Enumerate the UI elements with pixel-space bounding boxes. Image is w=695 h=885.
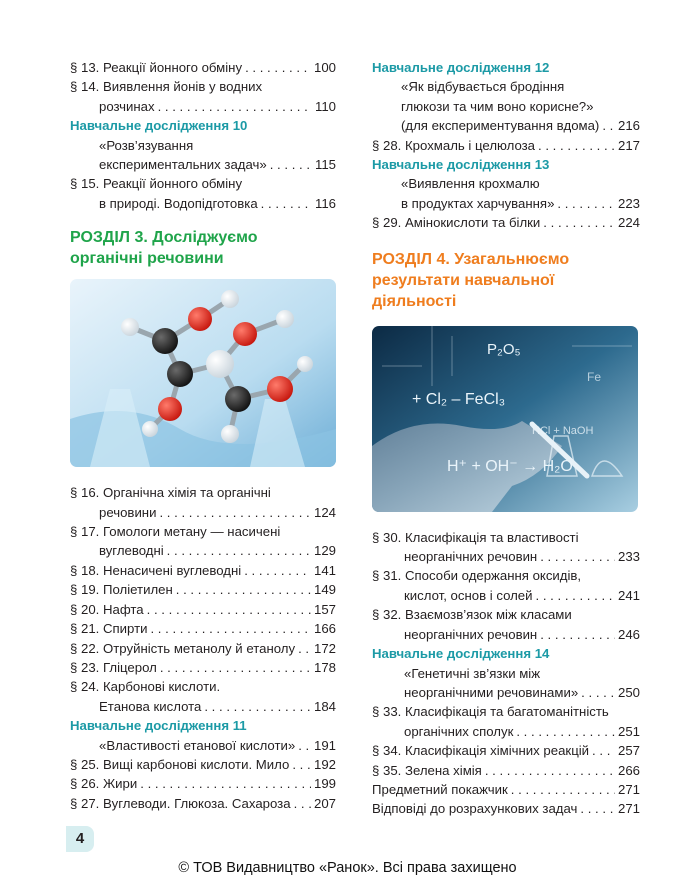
toc-entry-text: § 22. Отруйність метанолу й етанолу	[70, 640, 296, 656]
page-ref: 251	[617, 723, 640, 739]
chapter-heading-line: діяльності	[372, 292, 457, 310]
right-column	[372, 58, 640, 819]
toc-entry-text: глюкози та чим воно корисне?»	[401, 98, 594, 114]
page-ref: 184	[313, 698, 336, 714]
leader-dots	[150, 619, 311, 638]
toc-entry-text: в продуктах харчування»	[401, 195, 555, 211]
toc-entry-text: § 33. Класифікація та багатоманітність	[372, 704, 609, 720]
toc-entry-16[interactable]	[70, 483, 336, 522]
leader-dots	[592, 741, 615, 760]
toc-entry-text: «Як відбувається бродіння	[401, 79, 565, 95]
toc-entry-17[interactable]	[70, 522, 336, 561]
toc-entry-text: неорганічними речовинами»	[404, 684, 579, 700]
chapter-heading-line: РОЗДІЛ 4. Узагальнюємо	[372, 250, 570, 268]
toc-entry-text: «Генетичні зв’язки між	[404, 665, 541, 681]
toc-entry-text: вуглеводні	[99, 543, 164, 559]
toc-entry-23[interactable]	[70, 658, 336, 677]
research-10-title: Навчальне дослідження 10	[70, 118, 248, 134]
toc-entry-text: § 35. Зелена хімія	[372, 762, 482, 778]
leader-dots	[204, 697, 311, 716]
page-ref: 223	[617, 195, 640, 211]
formula-text: H⁺ + OH⁻ → H₂O	[447, 457, 573, 475]
toc-entry-text: § 23. Гліцерол	[70, 659, 157, 675]
toc-entry-20[interactable]	[70, 600, 336, 619]
toc-entry-text: «Властивості етанової кислоти»	[99, 737, 296, 753]
copyright-notice: © ТОВ Видавництво «Ранок». Всі права захищено	[178, 860, 517, 876]
toc-entry-text: § 18. Ненасичені вуглеводні	[70, 562, 242, 578]
toc-entry-text: § 34. Класифікація хімічних реакцій	[372, 743, 590, 759]
page-ref: 191	[313, 737, 336, 753]
leader-dots	[540, 547, 615, 566]
toc-entry-31[interactable]	[372, 566, 640, 605]
toc-entry-text: «Розв’язування	[99, 137, 194, 153]
chemistry-formulas-photo	[372, 326, 638, 512]
page-ref: 192	[313, 756, 336, 772]
leader-dots	[485, 761, 615, 780]
toc-entry-text: § 16. Органічна хімія та органічні	[70, 485, 271, 501]
page-ref: 199	[313, 776, 336, 792]
research-11-title: Навчальне дослідження 11	[70, 718, 247, 734]
page-ref: 172	[313, 640, 336, 656]
leader-dots	[158, 97, 312, 116]
leader-dots	[581, 683, 615, 702]
toc-entry-text: Предметний покажчик	[372, 781, 508, 797]
leader-dots	[511, 780, 615, 799]
toc-entry-text: § 25. Вищі карбонові кислоти. Мило	[70, 756, 290, 772]
toc-entry-27[interactable]	[70, 794, 336, 813]
toc-entry-text: § 32. Взаємозв’язок між класами	[372, 607, 572, 623]
leader-dots	[244, 561, 311, 580]
page-ref: 149	[313, 582, 336, 598]
page-ref: 271	[617, 801, 640, 817]
page-ref: 217	[617, 137, 640, 153]
toc-entry-15[interactable]	[70, 174, 336, 213]
toc-entry-35[interactable]	[372, 761, 640, 780]
leader-dots	[245, 58, 311, 77]
toc-entry-text: речовини	[99, 504, 157, 520]
toc-entry-33[interactable]	[372, 702, 640, 741]
leader-dots	[270, 155, 312, 174]
page-ref: 129	[313, 543, 336, 559]
page-ref: 100	[313, 60, 336, 75]
chapter-3-heading	[70, 227, 336, 269]
page-ref: 157	[313, 601, 336, 617]
leader-dots	[167, 541, 311, 560]
page-ref: 207	[313, 795, 336, 811]
toc-entry-text: «Виявлення крохмалю	[401, 176, 540, 192]
leader-dots	[538, 136, 615, 155]
formula-text: P₂O₅	[487, 340, 521, 358]
page-ref: 141	[313, 562, 336, 578]
leader-dots	[160, 658, 311, 677]
toc-entry-text: § 29. Амінокислоти та білки	[372, 215, 541, 231]
toc-entry-26[interactable]	[70, 774, 336, 793]
leader-dots	[557, 194, 615, 213]
leader-dots	[147, 600, 311, 619]
toc-entry-answers[interactable]	[372, 799, 640, 818]
page-ref: 224	[617, 215, 640, 231]
toc-entry-text: неорганічних речовин	[404, 549, 538, 565]
toc-group-end	[70, 755, 336, 813]
toc-entry-text: Відповіді до розрахункових задач	[372, 801, 578, 817]
toc-entry-text: § 27. Вуглеводи. Глюкоза. Сахароза	[70, 795, 291, 811]
toc-entry-text: Етанова кислота	[99, 698, 202, 714]
research-13-entry[interactable]	[372, 174, 640, 213]
leader-dots	[294, 794, 311, 813]
leader-dots	[543, 213, 615, 232]
toc-entry-text: кислот, основ і солей	[404, 587, 533, 603]
page-ref: 233	[617, 549, 640, 565]
page-ref: 216	[617, 118, 640, 134]
research-10-entry[interactable]	[70, 136, 336, 175]
leader-dots	[292, 755, 311, 774]
toc-entry-text: § 30. Класифікація та властивості	[372, 529, 579, 545]
toc-entry-29[interactable]	[372, 213, 640, 232]
leader-dots	[298, 639, 311, 658]
chapter-heading-line: органічні речовини	[70, 250, 224, 268]
page-ref: 110	[314, 98, 336, 114]
page-ref: 257	[617, 743, 640, 759]
leader-dots	[176, 580, 311, 599]
chapter-4-heading	[372, 249, 640, 312]
page-ref: 124	[313, 504, 336, 520]
toc-group-top	[70, 58, 336, 116]
leader-dots	[580, 799, 615, 818]
leader-dots	[298, 736, 311, 755]
toc-entry-28[interactable]	[372, 136, 640, 155]
page-ref: 250	[617, 684, 640, 700]
research-11-entry[interactable]	[70, 736, 336, 755]
page-ref: 271	[617, 781, 640, 797]
molecule-model-photo	[70, 279, 336, 467]
toc-entry-text: § 21. Спирти	[70, 621, 148, 637]
toc-entry-text: § 19. Поліетилен	[70, 582, 173, 598]
toc-entry-text: § 28. Крохмаль і целюлоза	[372, 137, 536, 153]
toc-entry-text: § 15. Реакції йонного обміну	[70, 176, 243, 192]
page-ref: 115	[314, 157, 336, 173]
toc-entry-text: § 24. Карбонові кислоти.	[70, 679, 221, 695]
toc-entry-text: експериментальних задач»	[99, 157, 267, 173]
toc-entry-30[interactable]	[372, 528, 640, 567]
toc-entry-22[interactable]	[70, 639, 336, 658]
leader-dots	[261, 194, 312, 213]
research-14-title: Навчальне дослідження 14	[372, 646, 550, 662]
toc-entry-text: розчинах	[99, 98, 155, 114]
leader-dots	[540, 625, 615, 644]
toc-entry-text: § 13. Реакції йонного обміну	[70, 60, 243, 75]
research-13-title: Навчальне дослідження 13	[372, 157, 550, 173]
toc-group-final	[372, 702, 640, 818]
page-number-tab: 4	[66, 826, 94, 852]
formula-text: Fe	[587, 369, 602, 384]
chapter-heading-line: результати навчальної	[372, 271, 555, 289]
toc-entry-text: § 17. Гомологи метану — насичені	[70, 524, 281, 540]
toc-entry-text: (для експериментування вдома)	[401, 118, 600, 134]
leader-dots	[516, 722, 615, 741]
formula-text: HCl + NaOH	[532, 424, 594, 437]
formula-text: + Cl₂ – FeCl₃	[412, 390, 506, 408]
toc-entry-34[interactable]	[372, 741, 640, 760]
toc-entry-text: неорганічних речовин	[404, 626, 538, 642]
toc-entry-25[interactable]	[70, 755, 336, 774]
leader-dots	[140, 774, 311, 793]
left-column	[70, 58, 336, 813]
toc-entry-text: в природі. Водопідготовка	[99, 195, 258, 211]
toc-entry-13[interactable]	[70, 58, 336, 77]
leader-dots	[602, 116, 615, 135]
research-12-title: Навчальне дослідження 12	[372, 60, 550, 75]
toc-entry-24[interactable]	[70, 677, 336, 716]
toc-entry-21[interactable]	[70, 619, 336, 638]
toc-entry-text: органічних сполук	[404, 723, 514, 739]
research-12-entry[interactable]	[372, 77, 640, 135]
toc-entry-19[interactable]	[70, 580, 336, 599]
toc-entry-14[interactable]	[70, 77, 336, 116]
research-14-entry[interactable]	[372, 664, 640, 703]
leader-dots	[159, 503, 311, 522]
toc-entry-text: § 20. Нафта	[70, 601, 144, 617]
toc-entry-18[interactable]	[70, 561, 336, 580]
toc-group-organic	[70, 483, 336, 716]
toc-entry-text: § 14. Виявлення йонів у водних	[70, 79, 263, 95]
toc-entry-32[interactable]	[372, 605, 640, 644]
toc-entry-text: § 26. Жири	[70, 776, 138, 792]
page-ref: 116	[314, 195, 336, 211]
chapter-heading-line: РОЗДІЛ 3. Досліджуємо	[70, 229, 258, 247]
leader-dots	[536, 586, 615, 605]
toc-entry-text: § 31. Способи одержання оксидів,	[372, 568, 582, 584]
toc-group-inorganic	[372, 528, 640, 644]
page-ref: 246	[617, 626, 640, 642]
page-ref: 241	[617, 587, 640, 603]
toc-entry-index[interactable]	[372, 780, 640, 799]
page-ref: 178	[313, 659, 336, 675]
page-ref: 166	[313, 621, 336, 637]
page-ref: 266	[617, 762, 640, 778]
